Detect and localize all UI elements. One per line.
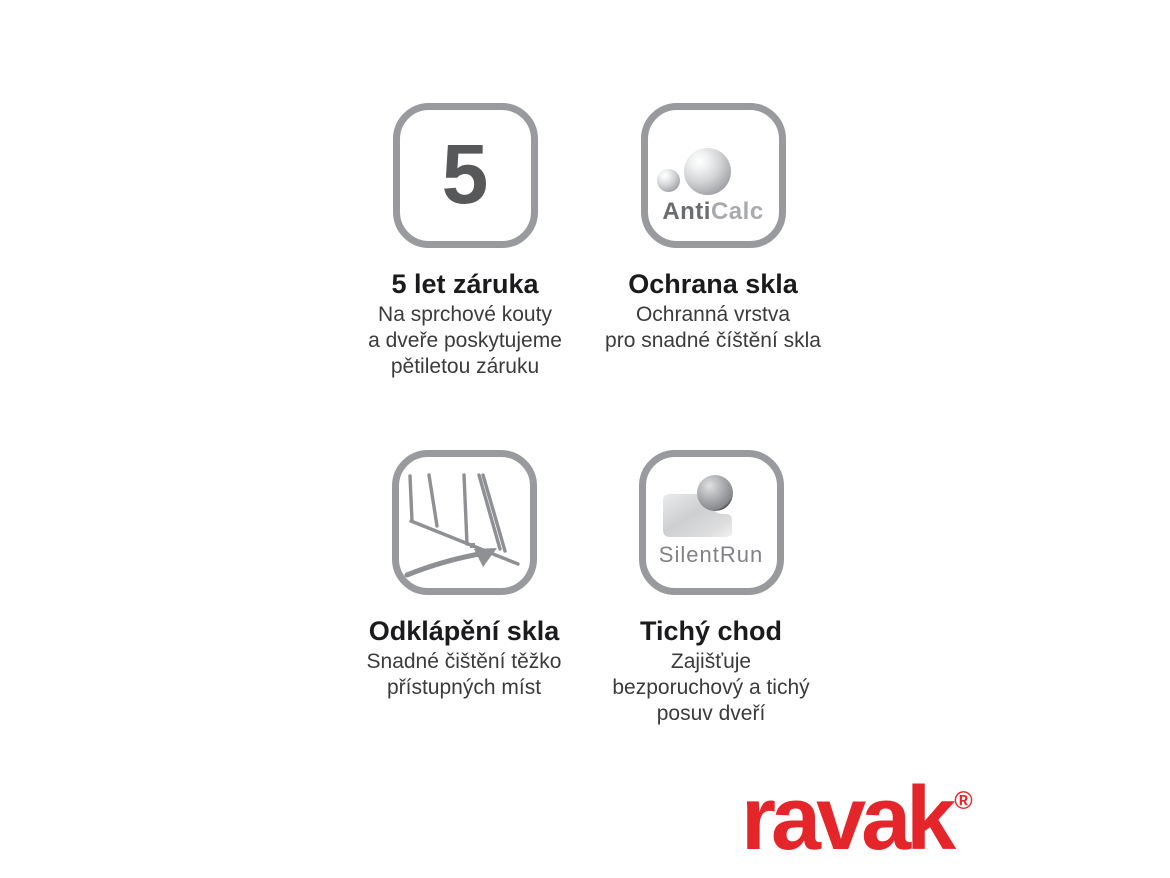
feature-description-line: Ochranná vrstva bbox=[635, 303, 791, 326]
anticalc-wordmark bbox=[648, 198, 779, 226]
silentrun-rail-roller-icon bbox=[646, 457, 777, 588]
number-five-icon: 5 bbox=[441, 127, 489, 221]
feature-description bbox=[367, 649, 562, 701]
silentrun-wordmark: SilentRun bbox=[658, 542, 764, 567]
bubble-large-icon bbox=[684, 148, 731, 195]
feature-title: 5 let záruka bbox=[391, 269, 539, 299]
registered-trademark: ® bbox=[954, 787, 973, 815]
feature-description-line: přístupných míst bbox=[386, 676, 542, 699]
feature-description bbox=[612, 649, 809, 727]
feature-silent-run bbox=[576, 450, 846, 727]
feature-five-year-warranty bbox=[330, 103, 600, 380]
ravak-logo-text: ravak bbox=[741, 769, 952, 869]
feature-title: Ochrana skla bbox=[628, 269, 798, 299]
bubble-small-icon bbox=[657, 169, 680, 192]
silentrun-badge-icon bbox=[639, 450, 784, 595]
feature-description-line: Snadné čištění těžko bbox=[366, 650, 562, 673]
feature-description-line: Na sprchové kouty bbox=[378, 303, 552, 326]
feature-description bbox=[605, 302, 821, 354]
feature-description-line: pětiletou záruku bbox=[390, 355, 540, 378]
feature-description-line: posuv dveří bbox=[656, 702, 766, 725]
glass-tilt-badge-icon bbox=[392, 450, 537, 595]
glass-tilt-icon bbox=[399, 457, 530, 588]
feature-description bbox=[368, 302, 562, 380]
anticalc-word-anti: Anti bbox=[662, 198, 711, 225]
anticalc-badge-icon bbox=[641, 103, 786, 248]
feature-description-line: a dveře poskytujeme bbox=[368, 329, 562, 352]
feature-title: Tichý chod bbox=[639, 616, 783, 646]
feature-glass-protection bbox=[578, 103, 848, 354]
feature-description-line: pro snadné číštění skla bbox=[605, 329, 821, 352]
anticalc-word-calc: Calc bbox=[710, 198, 764, 225]
five-years-badge-icon bbox=[393, 103, 538, 248]
feature-description-line: Zajišťuje bbox=[670, 650, 752, 673]
feature-glass-tilting bbox=[329, 450, 599, 701]
feature-title: Odklápění skla bbox=[368, 616, 560, 646]
feature-description-line: bezporuchový a tichý bbox=[612, 676, 810, 699]
ravak-logo bbox=[741, 769, 973, 869]
